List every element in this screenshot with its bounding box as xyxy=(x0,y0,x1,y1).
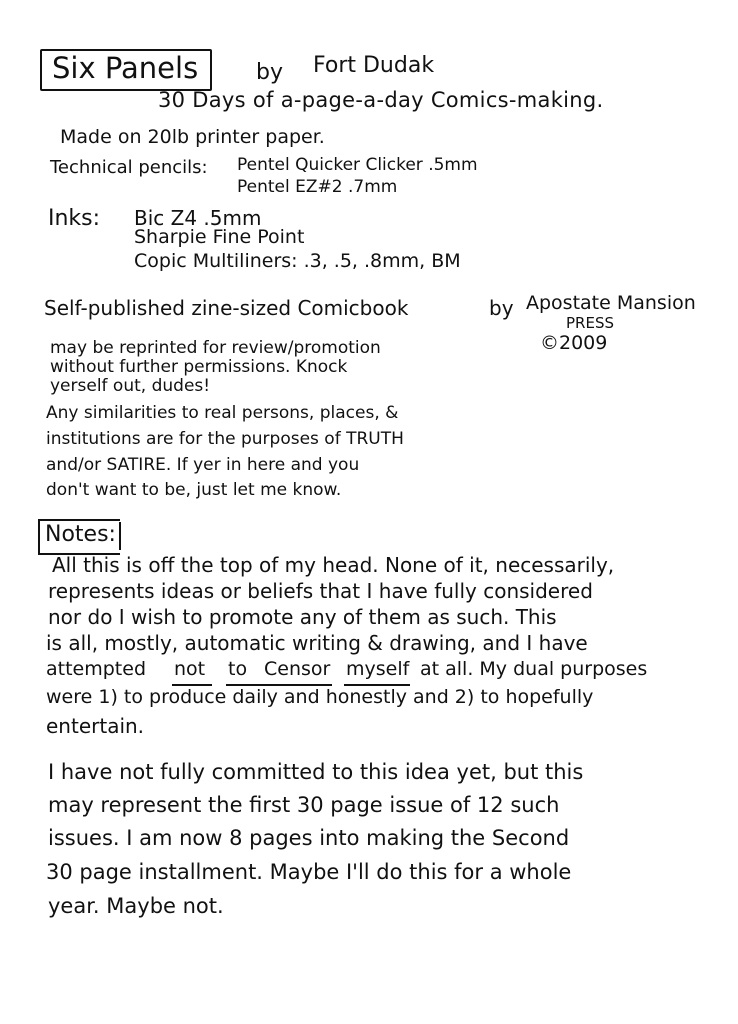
publication-by: by xyxy=(489,296,514,320)
notes-p1-line-6: were 1) to produce daily and honestly and 2) to hopefully xyxy=(46,686,594,708)
copyright: ©2009 xyxy=(540,332,608,354)
notes-p1-line-5-to: to xyxy=(228,658,248,680)
permissions-line-6: and/or SATIRE. If yer in here and you xyxy=(46,455,360,475)
notes-p2-line-3: issues. I am now 8 pages into making the Second xyxy=(48,826,570,850)
notes-p1-line-3: nor do I wish to promote any of them as such. This xyxy=(48,605,557,629)
publisher-name: Apostate Mansion xyxy=(526,292,696,314)
permissions-line-3: yerself out, dudes! xyxy=(50,376,211,396)
inks-label: Inks: xyxy=(48,206,101,231)
notes-p1-line-2: represents ideas or beliefs that I have fully considered xyxy=(48,579,593,603)
notes-p1-line-5-myself: myself xyxy=(346,658,410,680)
notes-heading: Notes: xyxy=(45,522,116,547)
notes-p2-line-4: 30 page installment. Maybe I'll do this for a whole xyxy=(46,860,572,884)
notes-p2-line-2: may represent the first 30 page issue of 12 such xyxy=(48,793,560,817)
notes-p2-line-1: I have not fully committed to this idea yet, but this xyxy=(48,760,584,784)
permissions-line-2: without further permissions. Knock xyxy=(50,357,348,377)
publisher-press: PRESS xyxy=(566,314,614,332)
pencils-label: Technical pencils: xyxy=(50,157,208,178)
permissions-line-4: Any similarities to real persons, places, & xyxy=(46,403,399,423)
subtitle: 30 Days of a-page-a-day Comics-making. xyxy=(158,88,604,112)
byline-by: by xyxy=(256,60,283,85)
permissions-line-7: don't want to be, just let me know. xyxy=(46,480,342,500)
permissions-line-5: institutions are for the purposes of TRUTH xyxy=(46,429,404,449)
notes-bar xyxy=(119,522,121,550)
ink-2: Sharpie Fine Point xyxy=(134,226,305,248)
notes-p1-line-5-attempted: attempted xyxy=(46,658,147,680)
notes-p1-line-5-not: not xyxy=(174,658,206,680)
ink-1: Bic Z4 .5mm xyxy=(134,206,262,230)
permissions-line-1: may be reprinted for review/promotion xyxy=(50,338,381,358)
notes-p1-line-4: is all, mostly, automatic writing & drawing, and I have xyxy=(46,631,588,655)
notes-p1-line-5-rest: at all. My dual purposes xyxy=(420,658,648,680)
author-name: Fort Dudak xyxy=(313,53,435,78)
pencil-2: Pentel EZ#2 .7mm xyxy=(237,177,398,197)
notes-p1-line-1: All this is off the top of my head. None of it, necessarily, xyxy=(52,553,615,577)
notes-p1-line-7: entertain. xyxy=(46,714,145,738)
notes-p1-line-5-censor: Censor xyxy=(264,658,331,680)
publication-line: Self-published zine-sized Comicbook xyxy=(44,296,409,320)
pencil-1: Pentel Quicker Clicker .5mm xyxy=(237,155,478,175)
notes-p2-line-5: year. Maybe not. xyxy=(48,894,224,918)
ink-3: Copic Multiliners: .3, .5, .8mm, BM xyxy=(134,250,461,272)
paper-line: Made on 20lb printer paper. xyxy=(60,126,325,148)
page-title: Six Panels xyxy=(52,51,199,85)
